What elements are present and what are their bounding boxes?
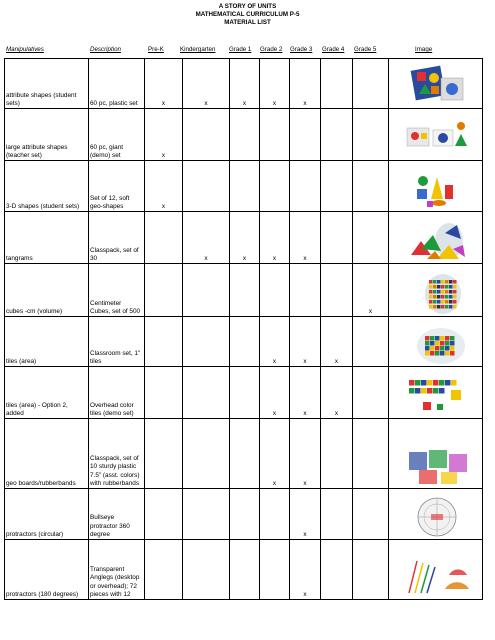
grade-mark	[353, 317, 389, 367]
grade-mark: x	[183, 212, 230, 264]
geoboards-image	[389, 419, 483, 489]
item-description: Overhead color tiles (demo set)	[89, 367, 145, 419]
grade-mark	[321, 212, 353, 264]
table-row	[5, 264, 483, 317]
grade-mark	[353, 367, 389, 419]
grade-mark: x	[321, 317, 353, 367]
materials-table	[4, 58, 483, 600]
document-list-title: MATERIAL LIST	[224, 19, 271, 26]
grade-mark	[353, 59, 389, 109]
grade-mark: x	[290, 419, 321, 489]
col-header-image: Image	[415, 46, 433, 53]
col-header-description: Description	[90, 46, 121, 53]
grade-mark	[145, 264, 183, 317]
grade-mark	[260, 161, 290, 212]
item-description: Transparent Anglegs (desktop or overhead); 72 pieces with 12	[89, 540, 145, 600]
grade-mark	[321, 264, 353, 317]
circular-protractor-image	[389, 489, 483, 540]
manipulative-name: geo boards/rubberbands	[5, 419, 89, 489]
document-subtitle: MATHEMATICAL CURRICULUM P-5	[195, 11, 300, 18]
manipulative-name: large attribute shapes (teacher set)	[5, 109, 89, 161]
item-description: Centimeter Cubes, set of 500	[89, 264, 145, 317]
grade-mark	[260, 109, 290, 161]
grade-mark: x	[260, 367, 290, 419]
grade-mark	[290, 264, 321, 317]
large-attribute-shapes-image	[389, 109, 483, 161]
grade-mark	[321, 161, 353, 212]
grade-mark	[183, 367, 230, 419]
col-header-grade3: Grade 3	[290, 46, 313, 53]
grade-mark	[260, 264, 290, 317]
item-description: Classroom set, 1" tiles	[89, 317, 145, 367]
grade-mark: x	[145, 59, 183, 109]
grade-mark: x	[290, 367, 321, 419]
item-description: Classpack, set of 30	[89, 212, 145, 264]
grade-mark	[290, 109, 321, 161]
col-header-manipulatives: Manipulatives	[6, 46, 44, 53]
grade-mark	[183, 161, 230, 212]
grade-mark	[321, 489, 353, 540]
manipulative-name: tiles (area) - Option 2, added	[5, 367, 89, 419]
grade-mark	[230, 264, 260, 317]
grade-mark: x	[230, 59, 260, 109]
table-row	[5, 540, 483, 600]
col-header-prek: Pre-K	[148, 46, 164, 53]
grade-mark	[145, 489, 183, 540]
grade-mark: x	[353, 264, 389, 317]
manipulative-name: protractors (180 degrees)	[5, 540, 89, 600]
grade-mark: x	[260, 212, 290, 264]
3d-shapes-image	[389, 161, 483, 212]
table-row	[5, 59, 483, 109]
manipulative-name: protractors (circular)	[5, 489, 89, 540]
table-row	[5, 161, 483, 212]
grade-mark	[230, 489, 260, 540]
grade-mark	[183, 419, 230, 489]
grade-mark: x	[260, 419, 290, 489]
grade-mark: x	[260, 59, 290, 109]
col-header-grade2: Grade 2	[260, 46, 283, 53]
anglegs-image	[389, 540, 483, 600]
grade-mark	[230, 540, 260, 600]
grade-mark	[145, 317, 183, 367]
grade-mark: x	[290, 489, 321, 540]
grade-mark	[321, 59, 353, 109]
item-description: Set of 12, soft geo-shapes	[89, 161, 145, 212]
table-row	[5, 317, 483, 367]
grade-mark	[183, 264, 230, 317]
grade-mark	[353, 489, 389, 540]
attribute-shapes-image	[389, 59, 483, 109]
manipulative-name: cubes -cm (volume)	[5, 264, 89, 317]
grade-mark	[183, 540, 230, 600]
cm-cubes-image	[389, 264, 483, 317]
grade-mark: x	[290, 212, 321, 264]
grade-mark	[353, 161, 389, 212]
grade-mark	[290, 161, 321, 212]
grade-mark: x	[290, 317, 321, 367]
table-row	[5, 419, 483, 489]
grade-mark	[230, 109, 260, 161]
grade-mark	[183, 109, 230, 161]
grade-mark: x	[183, 59, 230, 109]
grade-mark: x	[321, 367, 353, 419]
grade-mark	[321, 419, 353, 489]
col-header-kindergarten: Kindergarten	[180, 46, 216, 53]
grade-mark	[260, 540, 290, 600]
grade-mark	[183, 317, 230, 367]
table-row	[5, 212, 483, 264]
grade-mark	[321, 109, 353, 161]
grade-mark	[353, 419, 389, 489]
manipulative-name: 3-D shapes (student sets)	[5, 161, 89, 212]
grade-mark	[145, 367, 183, 419]
grade-mark: x	[290, 59, 321, 109]
tangrams-image	[389, 212, 483, 264]
grade-mark	[230, 419, 260, 489]
grade-mark: x	[290, 540, 321, 600]
item-description: Classpack, set of 10 sturdy plastic 7.5" (asst. colors) with rubberbands	[89, 419, 145, 489]
grade-mark	[353, 212, 389, 264]
grade-mark: x	[260, 317, 290, 367]
grade-mark: x	[230, 212, 260, 264]
grade-mark	[183, 489, 230, 540]
grade-mark	[321, 540, 353, 600]
col-header-grade1: Grade 1	[229, 46, 252, 53]
overhead-tiles-image	[389, 367, 483, 419]
color-tiles-image	[389, 317, 483, 367]
table-row	[5, 489, 483, 540]
grade-mark	[260, 489, 290, 540]
col-header-grade5: Grade 5	[354, 46, 377, 53]
grade-mark	[230, 161, 260, 212]
manipulative-name: tangrams	[5, 212, 89, 264]
grade-mark	[145, 419, 183, 489]
grade-mark	[230, 367, 260, 419]
item-description: 60 pc, giant (demo) set	[89, 109, 145, 161]
manipulative-name: tiles (area)	[5, 317, 89, 367]
grade-mark: x	[145, 161, 183, 212]
grade-mark	[145, 540, 183, 600]
grade-mark: x	[145, 109, 183, 161]
grade-mark	[353, 109, 389, 161]
grade-mark	[230, 317, 260, 367]
table-row	[5, 109, 483, 161]
document-title: A STORY OF UNITS	[218, 3, 277, 10]
table-row	[5, 367, 483, 419]
item-description: Bullseye protractor 360 degree	[89, 489, 145, 540]
grade-mark	[353, 540, 389, 600]
grade-mark	[145, 212, 183, 264]
col-header-grade4: Grade 4	[322, 46, 345, 53]
manipulative-name: attribute shapes (student sets)	[5, 59, 89, 109]
item-description: 60 pc, plastic set	[89, 59, 145, 109]
